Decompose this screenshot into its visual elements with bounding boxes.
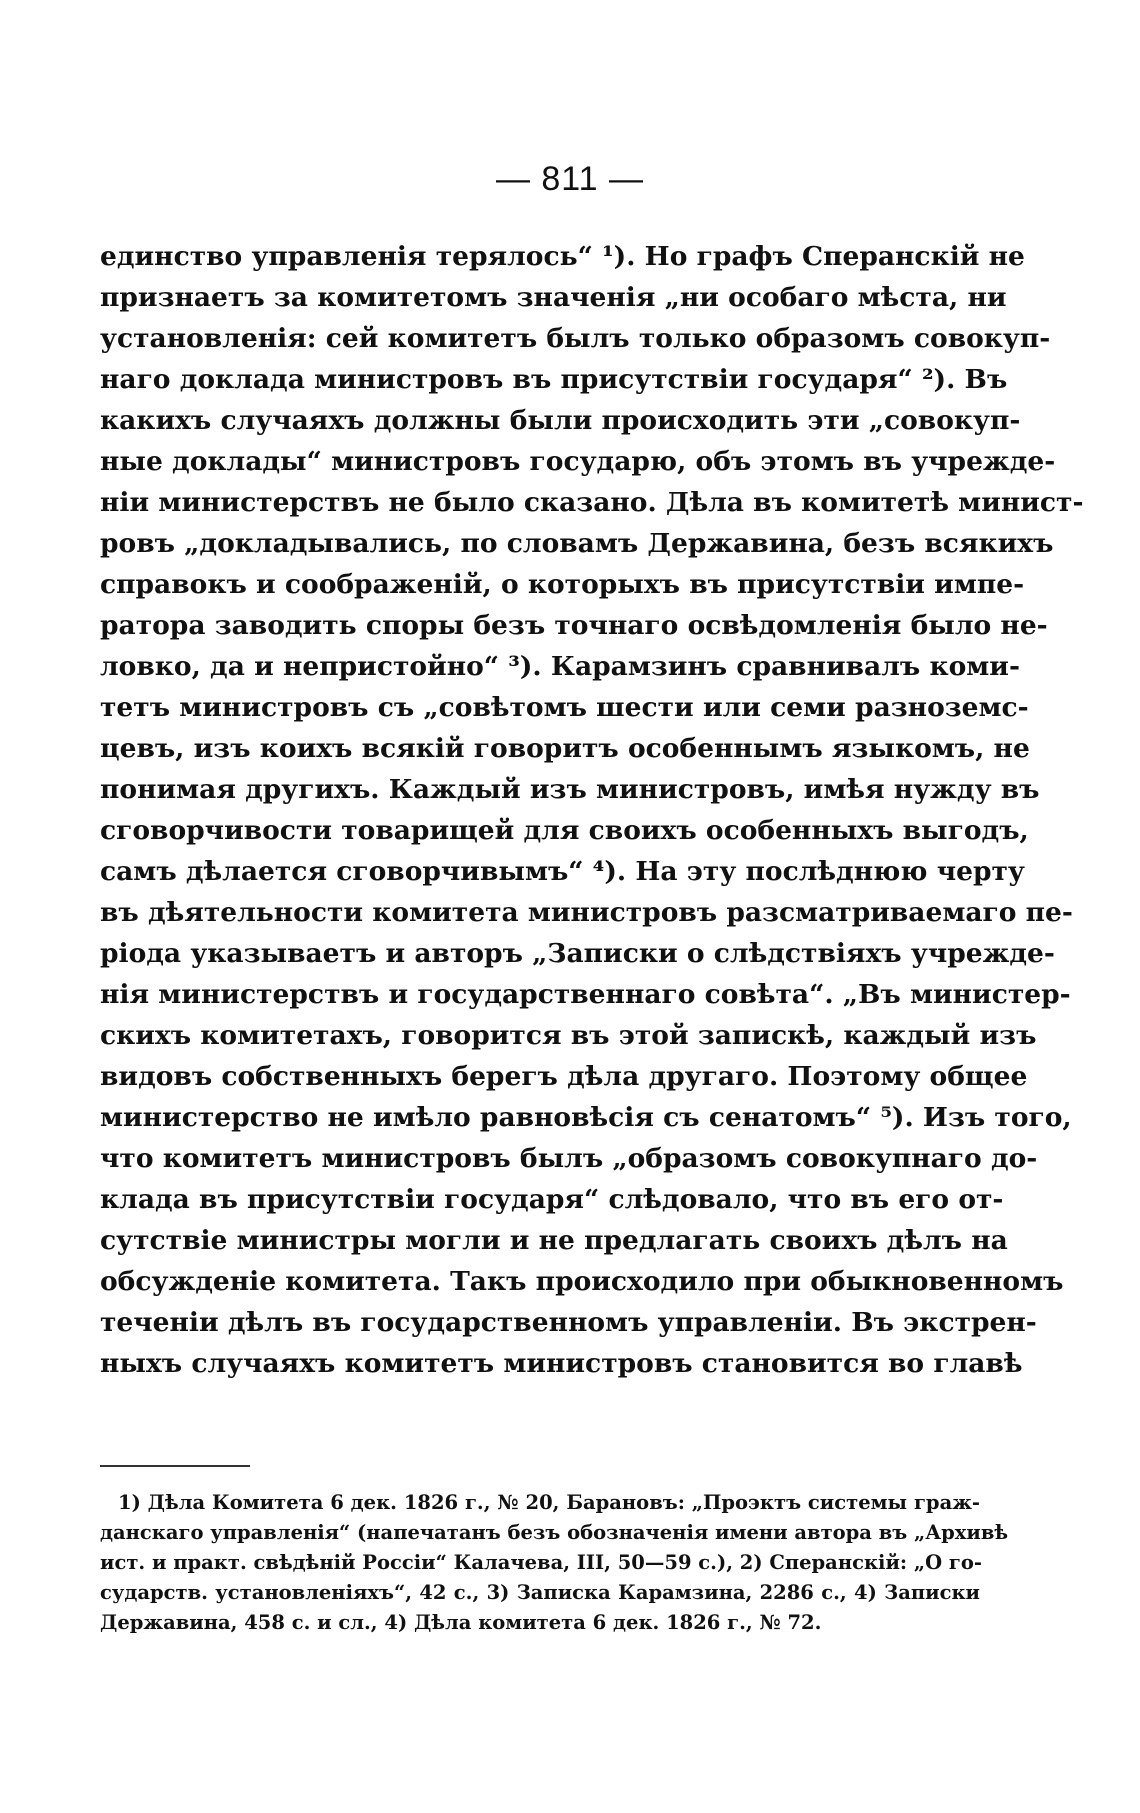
body-line: нія министерствъ и государственнаго совѣта“. „Въ министер- [100, 979, 1071, 1010]
body-line: министерство не имѣло равновѣсія съ сенатомъ“ ⁵). Изъ того, [100, 1102, 1072, 1133]
body-line: теченіи дѣлъ въ государственномъ управленіи. Въ экстрен- [100, 1307, 1037, 1338]
body-line: ратора заводить споры безъ точнаго освѣдомленія было не- [100, 610, 1048, 641]
body-line: самъ дѣлается сговорчивымъ“ ⁴). На эту послѣднюю черту [100, 856, 1025, 887]
body-line: наго доклада министровъ въ присутствіи государя“ ²). Въ [100, 364, 1008, 395]
body-line: понимая другихъ. Каждый изъ министровъ, имѣя нужду въ [100, 774, 1040, 805]
body-line: видовъ собственныхъ берегъ дѣла другаго. Поэтому общее [100, 1061, 1028, 1092]
body-line: какихъ случаяхъ должны были происходить эти „совокуп- [100, 405, 1021, 436]
body-line: что комитетъ министровъ былъ „образомъ совокупнаго до- [100, 1143, 1038, 1174]
footnote-line: ист. и практ. свѣдѣній Россіи“ Калачева, III, 50—59 с.), 2) Сперанскій: „О го- [100, 1551, 982, 1574]
body-line: ріода указываетъ и авторъ „Записки о слѣдствіяхъ учрежде- [100, 938, 1055, 969]
footnote-divider [100, 1465, 250, 1467]
body-line: признаетъ за комитетомъ значенія „ни особаго мѣста, ни [100, 282, 1007, 313]
body-line: ровъ „докладывались, по словамъ Державина, безъ всякихъ [100, 528, 1054, 559]
body-line: установленія: сей комитетъ былъ только образомъ совокуп- [100, 323, 1051, 354]
footnote-line: сударств. установленіяхъ“, 42 с., 3) Записка Карамзина, 2286 с., 4) Записки [100, 1581, 980, 1604]
body-text [100, 236, 1084, 1384]
body-line: ные доклады“ министровъ государю, объ этомъ въ учрежде- [100, 446, 1056, 477]
body-line: цевъ, изъ коихъ всякій говоритъ особеннымъ языкомъ, не [100, 733, 1030, 764]
body-line: скихъ комитетахъ, говорится въ этой запискѣ, каждый изъ [100, 1020, 1037, 1051]
body-line: обсужденіе комитета. Такъ происходило при обыкновенномъ [100, 1266, 1064, 1297]
footnote-line: данскаго управленія“ (напечатанъ безъ обозначенія имени автора въ „Архивѣ [100, 1521, 1009, 1544]
body-line: справокъ и соображеній, о которыхъ въ присутствіи импе- [100, 569, 1025, 600]
body-line: сутствіе министры могли и не предлагать своихъ дѣлъ на [100, 1225, 1008, 1256]
body-line: клада въ присутствіи государя“ слѣдовало, что въ его от- [100, 1184, 1004, 1215]
body-line: единство управленія терялось“ ¹). Но графъ Сперанскій не [100, 241, 1025, 272]
body-line: сговорчивости товарищей для своихъ особенныхъ выгодъ, [100, 815, 1029, 846]
body-line: тетъ министровъ съ „совѣтомъ шести или семи разноземс- [100, 692, 1029, 723]
body-line: въ дѣятельности комитета министровъ разсматриваемаго пе- [100, 897, 1073, 928]
footnote-line: Державина, 458 с. и сл., 4) Дѣла комитета 6 дек. 1826 г., № 72. [100, 1611, 822, 1634]
footnote-line: 1) Дѣла Комитета 6 дек. 1826 г., № 20, Барановъ: „Проэктъ системы граж- [118, 1491, 980, 1514]
footnotes [100, 1488, 1009, 1638]
body-line: ніи министерствъ не было сказано. Дѣла въ комитетѣ минист- [100, 487, 1084, 518]
page-number: — 811 — [495, 160, 645, 198]
body-line: ловко, да и непристойно“ ³). Карамзинъ сравнивалъ коми- [100, 651, 1020, 682]
body-line: ныхъ случаяхъ комитетъ министровъ становится во главѣ [100, 1348, 1023, 1379]
